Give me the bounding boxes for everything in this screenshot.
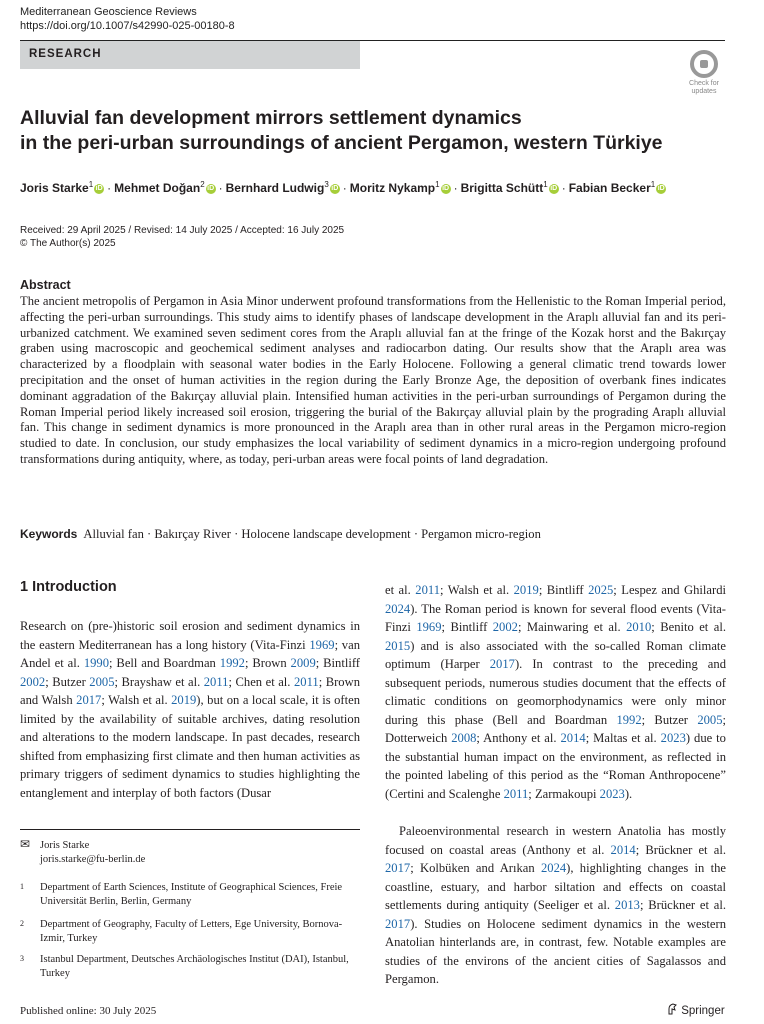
keywords: [20, 527, 541, 542]
check-for-updates-badge[interactable]: [684, 50, 724, 96]
body-text: ; Chen et al.: [228, 674, 294, 689]
citation-link[interactable]: 2017: [385, 916, 411, 931]
citation-link[interactable]: 2013: [614, 898, 640, 912]
author-name[interactable]: Mehmet Doğan: [114, 181, 201, 195]
body-text: ; Bintliff: [538, 583, 589, 597]
body-text: ; Walsh et al.: [101, 693, 172, 707]
envelope-icon: ✉: [20, 837, 31, 851]
springer-horse-icon: [666, 1003, 678, 1015]
body-text: ), but on a local scale, it is often limited by the availability of suitable archives, dating resolution and alterations to the modern landscape. In past decades, research shifted from emphasizing first climate and then human activities as primary triggers of sediment dynamics to studies highlighting the entanglement and interplay of both factors (Dusar: [20, 693, 361, 800]
body-text: ; Brayshaw et al.: [114, 674, 204, 689]
citation-link[interactable]: 2011: [415, 583, 440, 597]
citation-link[interactable]: 2017: [76, 693, 102, 707]
check-updates-line2: updates: [691, 88, 717, 95]
title-line-2: in the peri-urban surroundings of ancient Pergamon, western Türkiye: [20, 132, 663, 154]
body-text: ; Brückner et al.: [639, 898, 726, 912]
body-text: ; Lespez and Ghilardi: [613, 583, 727, 597]
published-date: Published online: 30 July 2025: [20, 1005, 157, 1017]
body-text: ) and is also associated with the so-called Roman climate optimum (Harper: [385, 638, 726, 671]
author-name[interactable]: Brigitta Schütt: [460, 181, 544, 195]
body-text: ; Brown and Walsh: [20, 674, 361, 707]
copyright: © The Author(s) 2025: [20, 238, 116, 249]
corresponding-author: Joris Starke: [40, 840, 90, 851]
author-affiliation-mark: 2: [200, 180, 205, 189]
body-column-2-para-2: [385, 822, 726, 989]
body-text: ). Studies on Holocene sediment dynamics in the western Anatolian hinterlands are, in contrast, few. Notable examples are studies of the environs of the ancient cities of Sagalassos and Pergamon.: [385, 916, 726, 986]
citation-link[interactable]: 2017: [489, 657, 515, 671]
citation-link[interactable]: 2005: [89, 674, 115, 689]
check-for-updates-icon: [690, 50, 718, 78]
citation-link[interactable]: 2019: [171, 693, 197, 707]
orcid-icon[interactable]: iD: [331, 184, 339, 192]
footnote-rule: [20, 829, 360, 830]
keywords-label: Keywords: [20, 527, 78, 541]
body-text: ) due to the substantial human impact on the environment, as reflected in the pointed labeling of this period as the “Roman Anthropocene” (Certini and Scalenghe: [385, 731, 726, 801]
body-text: ; Butzer: [641, 712, 698, 727]
citation-link[interactable]: 2011: [203, 674, 229, 689]
citation-link[interactable]: 2015: [385, 638, 411, 653]
affiliation-number: 3: [20, 954, 24, 963]
citation-link[interactable]: 2011: [293, 674, 319, 689]
author-list: [20, 180, 740, 195]
orcid-icon[interactable]: iD: [207, 184, 215, 192]
doi-link[interactable]: https://doi.org/10.1007/s42990-025-00180-8: [20, 20, 235, 32]
citation-link[interactable]: 2024: [385, 601, 411, 616]
citation-link[interactable]: 2011: [503, 786, 529, 801]
body-text: ; Brown: [244, 656, 291, 670]
author-separator: ·: [342, 181, 347, 195]
corresponding-email[interactable]: joris.starke@fu-berlin.de: [40, 854, 146, 865]
section-heading: 1 Introduction: [20, 579, 117, 595]
author-affiliation-mark: 3: [324, 180, 329, 189]
section-band: [20, 41, 360, 69]
author-separator: ·: [218, 181, 223, 195]
body-text: ; van Andel et al.: [20, 637, 360, 670]
citation-link[interactable]: 2008: [451, 731, 477, 745]
citation-link[interactable]: 2009: [290, 656, 316, 670]
citation-link[interactable]: 2002: [492, 620, 518, 634]
body-text: Research on (pre-)historic soil erosion and sediment dynamics in the eastern Mediterranean has a long history (Vita-Finzi: [20, 619, 360, 652]
title-line-1: Alluvial fan development mirrors settlement dynamics: [20, 107, 522, 129]
body-column-2-para-1: [385, 581, 726, 803]
author-affiliation-mark: 1: [435, 180, 440, 189]
publisher-logo: [666, 1003, 725, 1017]
author-separator: ·: [561, 181, 566, 195]
body-text: ; Kolbüken and Arıkan: [410, 861, 541, 875]
body-text: ), highlighting changes in the coastline, estuary, and harbor siltation and effects on coastal settlements during antiquity (Seeliger et al.: [385, 861, 726, 912]
affiliation-number: 2: [20, 919, 24, 928]
orcid-icon[interactable]: iD: [657, 184, 665, 192]
orcid-icon[interactable]: iD: [442, 184, 450, 192]
keywords-text: Alluvial fan · Bakırçay River · Holocene landscape development · Pergamon micro-region: [83, 527, 541, 541]
citation-link[interactable]: 2014: [560, 731, 586, 745]
citation-link[interactable]: 1992: [219, 656, 245, 670]
citation-link[interactable]: 2010: [626, 620, 652, 634]
body-text: ; Butzer: [45, 674, 90, 689]
citation-link[interactable]: 2014: [610, 842, 636, 857]
body-text: ; Walsh et al.: [440, 583, 514, 597]
author-affiliation-mark: 1: [543, 180, 548, 189]
body-text: ). In contrast to the preceding and subsequent periods, numerous studies document that the effects of climatic conditions on geomorphodynamics were only minor during this phase (Bell and Boardman: [385, 657, 726, 727]
body-text: ; Bell and Boardman: [109, 656, 220, 670]
abstract-text: The ancient metropolis of Pergamon in Asia Minor underwent profound transformations from the Hellenistic to the Roman Imperial period, affecting the peri-urban surroundings. This study aims to identify phases of landscape development in the Araplı alluvial fan and its peri-urbanized catchment. We examined seven sediment cores from the Araplı alluvial fan at the fringe of the Kozak horst and the Bakırçay graben using macroscopic and geochemical sediment analyses and radiocarbon dating. Our results show that the Araplı area was characterized by a floodplain with seasonal water bodies in the Early Holocene. Following a general climatic trend towards lower precipitation and the onset of human activities in the region during the Early Bronze Age, the deposition of overbank fines indicates dominant aggradation of the Bakırçay alluvial plain. Intensified human activities in the peri-urban surroundings of Pergamon during the Roman Imperial period likely increased soil erosion, triggering the burial of the Bakırçay alluvial plain by the prograding Araplı alluvial fan. This change in sediment dynamics is more pronounced in the Araplı area than in other rural areas in the Pergamon micro-region studied to date. In conclusion, our study emphasizes the local variability of sediment dynamics in a micro-region undergoing profound transformations during antiquity, where, as today, peri-urban areas were focal points of land degradation.: [20, 294, 726, 466]
citation-link[interactable]: 1990: [83, 656, 110, 670]
body-text: ). The Roman period is known for several flood events (Vita-Finzi: [385, 601, 726, 634]
author-name[interactable]: Fabian Becker: [568, 181, 651, 195]
body-text: ; Maltas et al.: [585, 731, 661, 745]
citation-link[interactable]: 2023: [660, 731, 686, 745]
citation-link[interactable]: 1969: [416, 620, 442, 634]
body-text: ; Dotterweich: [385, 712, 726, 745]
orcid-icon[interactable]: iD: [550, 184, 558, 192]
section-band-label: RESEARCH: [29, 48, 102, 60]
citation-link[interactable]: 2017: [385, 861, 411, 875]
history-dates: Received: 29 April 2025 / Revised: 14 July 2025 / Accepted: 16 July 2025: [20, 225, 345, 236]
body-text: ; Anthony et al.: [476, 731, 561, 745]
author-affiliation-mark: 1: [650, 180, 656, 189]
author-name[interactable]: Moritz Nykamp: [349, 181, 436, 195]
body-text: ; Bintliff: [315, 656, 360, 670]
affiliation-text: Department of Earth Sciences, Institute of Geographical Sciences, Freie Universität Berlin, Berlin, Germany: [40, 882, 343, 907]
citation-link[interactable]: 2024: [540, 861, 567, 875]
body-column-1: [20, 617, 360, 802]
running-header: [20, 5, 235, 33]
body-text: ).: [624, 786, 633, 801]
citation-link[interactable]: 2025: [588, 583, 614, 597]
abstract-heading: Abstract: [20, 278, 71, 292]
body-text: ; Brückner et al.: [635, 842, 726, 857]
publisher-name: Springer: [681, 1005, 725, 1017]
article-dates: [20, 224, 344, 250]
body-text: ; Bintliff: [441, 620, 493, 634]
body-text: et al.: [385, 583, 416, 597]
article-title: [20, 106, 720, 156]
author-separator: ·: [453, 181, 458, 195]
author-separator: ·: [107, 181, 112, 195]
affiliation-text: Department of Geography, Faculty of Letters, Ege University, Bornova-Izmir, Turkey: [40, 919, 343, 944]
journal-name: Mediterranean Geoscience Reviews: [20, 6, 197, 18]
author-name[interactable]: Joris Starke: [20, 181, 89, 195]
check-updates-line1: Check for: [689, 80, 719, 87]
body-text: ; Mainwaring et al.: [517, 620, 627, 634]
citation-link[interactable]: 1992: [616, 712, 642, 727]
orcid-icon[interactable]: iD: [95, 184, 103, 192]
citation-link[interactable]: 2002: [20, 674, 46, 689]
author-name[interactable]: Bernhard Ludwig: [225, 181, 325, 195]
affiliation-number: 1: [20, 882, 24, 891]
body-text: ; Zarmakoupi: [528, 786, 600, 801]
body-text: ; Benito et al.: [651, 620, 726, 634]
citation-link[interactable]: 1969: [309, 637, 335, 652]
author-affiliation-mark: 1: [88, 180, 94, 189]
citation-link[interactable]: 2019: [513, 583, 539, 597]
citation-link[interactable]: 2005: [697, 712, 723, 727]
body-text: Paleoenvironmental research in western Anatolia has mostly focused on coastal areas (Anthony et al.: [385, 824, 726, 857]
affiliation-text: Istanbul Department, Deutsches Archäologisches Institut (DAI), Istanbul, Turkey: [40, 954, 349, 979]
citation-link[interactable]: 2023: [599, 786, 625, 801]
